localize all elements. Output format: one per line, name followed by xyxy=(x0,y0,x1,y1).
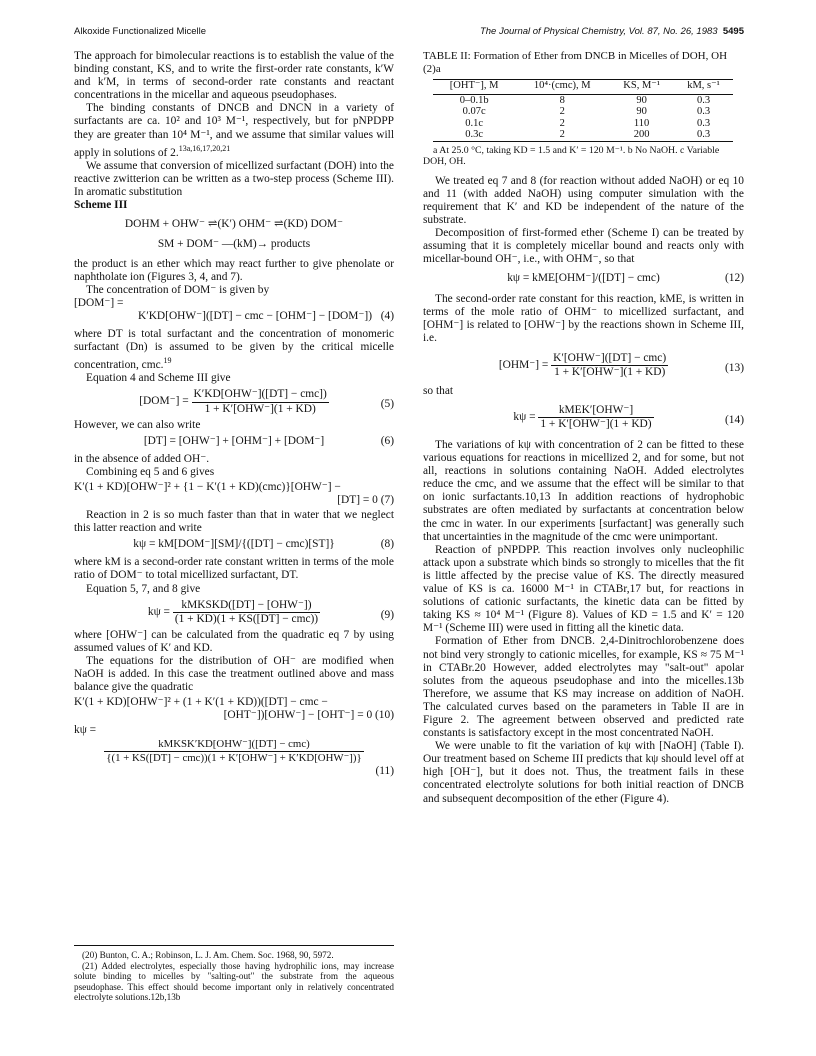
equation-number: (4) xyxy=(380,310,394,323)
fraction xyxy=(192,388,329,415)
paragraph: The concentration of DOM⁻ is given by xyxy=(86,284,270,297)
numerator: K′KD[OHW⁻]([DT] − cmc]) xyxy=(192,388,329,402)
reference-marker: 19 xyxy=(163,356,172,366)
table-cell: 0–0.1b xyxy=(459,94,489,106)
paragraph: The second-order rate constant for this reaction, kME, is written in terms of the mole ratio of OHM⁻ to micellized surfactant, and [OHM⁻] is related to [OHW⁻] by the reactions shown in Scheme III, i.e. xyxy=(423,293,744,345)
paragraph: in the absence of added OH⁻. xyxy=(74,452,210,465)
table-row xyxy=(433,118,733,130)
equation-7 xyxy=(74,481,394,507)
equation-line xyxy=(74,494,394,507)
table-cell: 200 xyxy=(633,129,650,140)
equation-body xyxy=(423,404,744,431)
paragraph xyxy=(74,102,394,159)
table-cell: 90 xyxy=(636,94,647,106)
scheme-reaction: SM + DOM⁻ —(kM)→ products xyxy=(157,237,311,250)
equation-13 xyxy=(423,352,744,379)
paragraph xyxy=(74,328,394,372)
table-cell: 110 xyxy=(633,117,650,129)
paragraph-text: where DT is total surfactant and the concentration of monomeric surfactant (Dn) is assumed to be given by the critical micelle concentration, cmc. xyxy=(74,328,394,372)
table-caption: TABLE II: Formation of Ether from DNCB in Micelles of DOH, OH (2)a xyxy=(423,50,728,75)
numerator: kMEK′[OHW⁻] xyxy=(538,404,653,418)
table-cell: 0.07c xyxy=(462,106,486,117)
equation-body: kψ = kME[OHM⁻]/([DT] − cmc) xyxy=(507,272,660,285)
table-cell: 90 xyxy=(636,106,647,117)
equation-14 xyxy=(423,404,744,431)
column-header: kM, s⁻¹ xyxy=(687,80,720,91)
numerator: kMKSK′KD[OHW⁻]([DT] − cmc) xyxy=(104,738,363,752)
equation-body xyxy=(74,388,394,415)
equation-line: K′(1 + KD)[OHW⁻]² + {1 − K′(1 + KD)(cmc)}[OHW⁻] − xyxy=(74,480,341,493)
equation-number: (11) xyxy=(375,764,394,777)
equation-number: (14) xyxy=(725,413,744,426)
paragraph: The equations for the distribution of OH⁻ are modified when NaOH is added. In this case the treatment outlined above and mass balance give the quadratic xyxy=(74,654,394,694)
equation-4-lhs: [DOM⁻] = xyxy=(74,297,124,310)
equation-body: K′KD[OHW⁻]([DT] − cmc − [OHM⁻] − [DOM⁻]) xyxy=(137,310,372,323)
footnote: (20) Bunton, C. A.; Robinson, L. J. Am. Chem. Soc. 1968, 90, 5972. xyxy=(82,950,334,960)
table-cell: 2 xyxy=(559,117,565,129)
equation-10 xyxy=(74,696,394,722)
paragraph: Reaction of pNPDPP. This reaction involves only nucleophilic attack upon a substrate which binds so strongly to micelles that the fit is little affected by the precise value of KS. The directly measured value of KS is ca. 16000 M⁻¹ in CTABr,17 but, for reactions in solutions of cationic surfactants, the kinetic data can be fitted by taking KS ≈ 10⁴ M⁻¹ (Figure 8). Values of KD = 1.5 and K′ = 120 M⁻¹ (Scheme III) were used in fitting all the kinetic data. xyxy=(423,543,744,635)
paragraph: The approach for bimolecular reactions is to establish the value of the binding constant, KS, and to write the first-order rate constants, k′W and k′M, in terms of second-order rate constants and reactant concentrations in the micellar and aqueous pseudophases. xyxy=(74,50,394,102)
equation-lhs: kψ = xyxy=(513,411,536,424)
header-title: Alkoxide Functionalized Micelle xyxy=(74,26,207,37)
equation-lhs: [OHM⁻] = xyxy=(498,358,549,371)
equation-number: (8) xyxy=(380,538,394,551)
denominator: {(1 + KS([DT] − cmc))(1 + K′[OHW⁻] + K′KD[OHW⁻])} xyxy=(106,751,362,764)
scheme-line xyxy=(74,218,394,233)
column-header: KS, M⁻¹ xyxy=(623,80,660,91)
equation-number: (10) xyxy=(375,709,394,722)
equation-body xyxy=(74,738,394,765)
equation-body: [DT] = [OHW⁻] + [OHM⁻] + [DOM⁻] xyxy=(143,434,325,447)
left-column xyxy=(74,50,394,781)
data-table xyxy=(433,79,733,142)
table-row xyxy=(433,129,733,141)
equation-number: (12) xyxy=(725,272,744,285)
table-cell: 0.3 xyxy=(696,94,711,106)
equation-lhs: kψ = xyxy=(147,605,170,618)
equation-lhs: [DOM⁻] = xyxy=(139,395,189,408)
header-journal xyxy=(480,26,744,37)
equation-line: K′(1 + KD)[OHW⁻]² + (1 + K′(1 + KD))([DT] − cmc − xyxy=(74,696,328,709)
paragraph: Decomposition of first-formed ether (Scheme I) can be treated by assuming that it is completely micellar bound and reacts only with micellar-bound OH⁻, i.e., with OHM⁻, so that xyxy=(423,226,744,266)
equation-number: (7) xyxy=(380,494,394,507)
right-column xyxy=(423,50,744,806)
scheme-equilibrium: DOHM + OHW⁻ ⇌(K′) OHM⁻ ⇌(KD) DOM⁻ xyxy=(124,217,344,230)
paragraph: However, we can also write xyxy=(74,418,201,431)
denominator: 1 + K′[OHW⁻](1 + KD) xyxy=(204,402,316,415)
paragraph: where [OHW⁻] can be calculated from the quadratic eq 7 by using assumed values of K′ and KD. xyxy=(74,628,394,654)
equation-number: (13) xyxy=(725,361,744,374)
table-header-row xyxy=(433,80,733,94)
paragraph: where kM is a second-order rate constant written in terms of the mole ratio of DOM⁻ to total micellized surfactant, DT. xyxy=(74,556,394,582)
numerator: kMKSKD([DT] − [OHW⁻]) xyxy=(173,599,320,613)
table-cell: 0.1c xyxy=(465,117,484,129)
equation-number: (5) xyxy=(380,398,394,411)
column-header: 10⁴·(cmc), M xyxy=(533,80,591,91)
footnotes xyxy=(74,945,394,1003)
paragraph: so that xyxy=(423,384,454,397)
paragraph: Equation 4 and Scheme III give xyxy=(86,372,231,385)
denominator: 1 + K′[OHW⁻](1 + KD) xyxy=(540,417,652,430)
equation-text: [OHT⁻])[OHW⁻] − [OHT⁻] = 0 xyxy=(223,709,373,722)
table-cell: 0.3 xyxy=(696,117,711,129)
equation-body: kψ = kM[DOM⁻][SM]/{([DT] − cmc)[ST]} xyxy=(133,538,335,551)
paragraph: We treated eq 7 and 8 (for reaction without added NaOH) or eq 10 and 11 (with added NaOH) using computer simulation with the requirement that K′ and KD be independent of the nature of the substrate. xyxy=(423,174,744,226)
equation-line xyxy=(74,709,394,722)
equation-5 xyxy=(74,388,394,415)
fraction xyxy=(551,352,668,379)
table-cell: 0.3 xyxy=(696,129,711,140)
denominator: (1 + KD)(1 + KS([DT] − cmc)) xyxy=(174,612,319,625)
equation-9 xyxy=(74,599,394,626)
table-notes: a At 25.0 °C, taking KD = 1.5 and K′ = 120 M⁻¹. b No NaOH. c Variable DOH, OH. xyxy=(423,144,720,167)
table-cell: 0.3c xyxy=(465,129,484,140)
table-cell: 0.3 xyxy=(696,106,711,117)
fraction xyxy=(104,738,363,765)
running-header xyxy=(74,26,744,40)
equation-number: (9) xyxy=(380,608,394,621)
paragraph: the product is an ether which may react further to give phenolate or naphtholate ion (Figures 3, 4, and 7). xyxy=(74,257,394,284)
fraction xyxy=(173,599,320,626)
equation-body xyxy=(74,599,394,626)
paragraph: The variations of kψ with concentration of 2 can be fitted to these various equations for reactions in micellized 2, and for some, but not all, reactions in solutions containing NaOH. Added electrolytes reduce the cmc, and we assume that the effect will be similar to that on ionic surfactants.10,13 In addition reactions of hydrophobic substrates are often mediated by surfactants at concentration below the cmc in water. In our experiments [surfactant] was generally such that uncertainties in the magnitude of the cmc were unimportant. xyxy=(423,439,744,543)
header-citation: The Journal of Physical Chemistry, Vol. 87, No. 26, 1983 xyxy=(479,26,718,37)
equation-text: [DT] = 0 xyxy=(337,494,378,507)
paragraph-text: The binding constants of DNCB and DNCN in a variety of surfactants are ca. 10² and 10³ M⁻¹, respectively, but for pNPDPP they are greater than 10⁴ M⁻¹, and we assume that similar values will apply in solutions of 2. xyxy=(74,102,394,159)
table-cell: 2 xyxy=(559,106,565,117)
table-row xyxy=(433,95,733,107)
scheme-title: Scheme III xyxy=(74,198,128,211)
column-header: [OHT⁻], M xyxy=(449,80,499,91)
page-number: 5495 xyxy=(722,26,744,37)
paragraph: We assume that conversion of micellized surfactant (DOH) into the reactive zwitterion can be written as a two-step process (Scheme III). In aromatic substitution xyxy=(74,159,394,198)
equation-8 xyxy=(74,538,394,553)
equation-11 xyxy=(74,738,394,778)
equation-4 xyxy=(74,310,394,325)
equation-body xyxy=(423,352,744,379)
denominator: 1 + K′[OHW⁻](1 + KD) xyxy=(554,365,666,378)
equation-number: (6) xyxy=(380,434,394,447)
paragraph: Equation 5, 7, and 8 give xyxy=(86,582,201,595)
paragraph: Combining eq 5 and 6 gives xyxy=(86,465,215,478)
table-cell: 8 xyxy=(559,94,565,106)
equation-12 xyxy=(423,272,744,287)
reference-marker: 13a,16,17,20,21 xyxy=(178,143,231,153)
table-cell: 2 xyxy=(559,129,565,140)
equation-6 xyxy=(74,435,394,450)
paragraph: Reaction in 2 is so much faster than that in water that we neglect this latter reaction and write xyxy=(74,509,394,535)
fraction xyxy=(538,404,653,431)
scheme-line xyxy=(74,238,394,253)
table-row xyxy=(433,106,733,118)
equation-11-lhs: kψ = xyxy=(74,724,97,737)
numerator: K′[OHW⁻]([DT] − cmc) xyxy=(551,352,668,366)
paragraph: We were unable to fit the variation of kψ with [NaOH] (Table I). Our treatment based on Scheme III predicts that kψ should level off at high [OH⁻], but it does not. Thus, the treatment fails in these concentrated electrolyte solutions for both initial reaction of DNCB and subsequent decomposition of the ether (Figure 4). xyxy=(423,740,744,805)
footnote: (21) Added electrolytes, especially those having hydrophilic ions, may increase solute binding to micelles by "salting-out" the substrate from the aqueous pseudophase. This effect should become important only in relatively concentrated electrolyte solutions.12b,13b xyxy=(74,960,394,1002)
paragraph: Formation of Ether from DNCB. 2,4-Dinitrochlorobenzene does not bind very strongly to cationic micelles, for example, KS ≈ 75 M⁻¹ in CTABr.20 However, added electrolytes may "salt-out" apolar solutes from the aqueous pseudophase and into the micelles.13b Therefore, we assume that KS may increase on addition of NaOH. The calculated curves based on the parameters in Table II are in Figure 2. The agreement between observed and predicted rate constants is satisfactory except in the most concentrated NaOH. xyxy=(423,635,744,740)
